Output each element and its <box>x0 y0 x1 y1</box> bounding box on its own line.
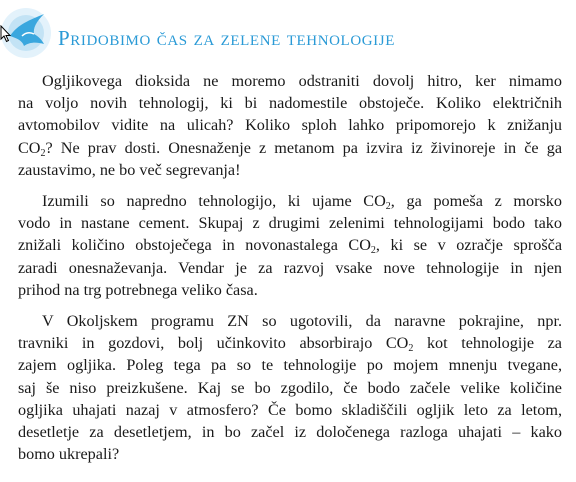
text-line <box>18 190 562 212</box>
text-line <box>18 332 562 354</box>
text-line <box>18 234 562 256</box>
text-line <box>18 377 562 399</box>
section-title: Pridobimo čas za zelene tehnologije <box>58 26 395 50</box>
text-run: bomo ukrepali? <box>18 445 120 464</box>
text-run: zaradi onesnaževanja. Vendar je za razvoj vsake nove tehnologije in njen <box>18 258 562 277</box>
text-run: zajem ogljika. Poleg tega pa so te tehnologije po mojem mnenju tvegane, <box>18 356 562 375</box>
text-run: Izumili so napredno tehnologijo, ki ujame CO <box>42 192 386 211</box>
text-run: saj še niso preizkušene. Kaj se bo zgodilo, če bodo začele velike količine <box>18 378 562 397</box>
text-line <box>18 92 562 114</box>
text-line <box>18 354 562 376</box>
text-run: prihod na trg potrebnega veliko časa. <box>18 280 258 299</box>
text-run: vodo in nastane cement. Skupaj z drugimi zelenimi tehnologijami bodo tako <box>18 214 562 233</box>
text-line <box>18 159 562 181</box>
paragraph <box>18 190 562 301</box>
subscript: 2 <box>370 245 376 257</box>
text-line <box>18 279 562 301</box>
text-line <box>18 399 562 421</box>
text-run: V Okoljskem programu ZN so ugotovili, da naravne pokrajine, npr. <box>42 312 562 331</box>
text-line <box>18 257 562 279</box>
text-run: CO <box>18 138 41 157</box>
text-run: znižali količino obstoječega in novonastalega CO <box>18 236 371 255</box>
text-run: avtomobilov vidite na ulicah? Koliko sploh lahko pripomorejo k znižanju <box>18 116 562 135</box>
text-line <box>18 443 562 465</box>
subscript: 2 <box>408 343 414 355</box>
text-run: ? Ne prav dosti. Onesnaženje z metanom pa izvira iz živinoreje in če ga <box>45 138 562 157</box>
text-run: na voljo novih tehnologij, ki bi nadomestile obstoječe. Koliko električnih <box>18 94 562 113</box>
text-line <box>18 212 562 234</box>
text-run: desetletje za desetletjem, in bo začel iz določenega razloga uhajati – kako <box>18 423 562 442</box>
text-line <box>18 421 562 443</box>
subscript: 2 <box>40 147 46 159</box>
article-body <box>18 70 562 474</box>
mouse-cursor-icon <box>0 25 12 43</box>
text-run: travniki in gozdovi, bolj učinkovito absorbirajo CO <box>18 334 409 353</box>
paragraph <box>18 310 562 465</box>
text-line <box>18 114 562 136</box>
text-line <box>18 310 562 332</box>
text-line <box>18 137 562 159</box>
text-run: ogljika uhajati nazaj v atmosfero? Če bomo skladiščili ogljik leto za letom, <box>18 400 562 419</box>
text-line <box>18 70 562 92</box>
text-run: , ki se v ozračje sprošča <box>375 236 563 255</box>
text-run: zaustavimo, ne bo več segrevanja! <box>18 160 241 179</box>
subscript: 2 <box>385 201 391 213</box>
paragraph <box>18 70 562 181</box>
text-run: , ga pomeša z morsko <box>390 192 562 211</box>
text-run: kot tehnologije za <box>413 334 562 353</box>
text-run: Ogljikovega dioksida ne moremo odstraniti dovolj hitro, ker nimamo <box>42 72 562 90</box>
